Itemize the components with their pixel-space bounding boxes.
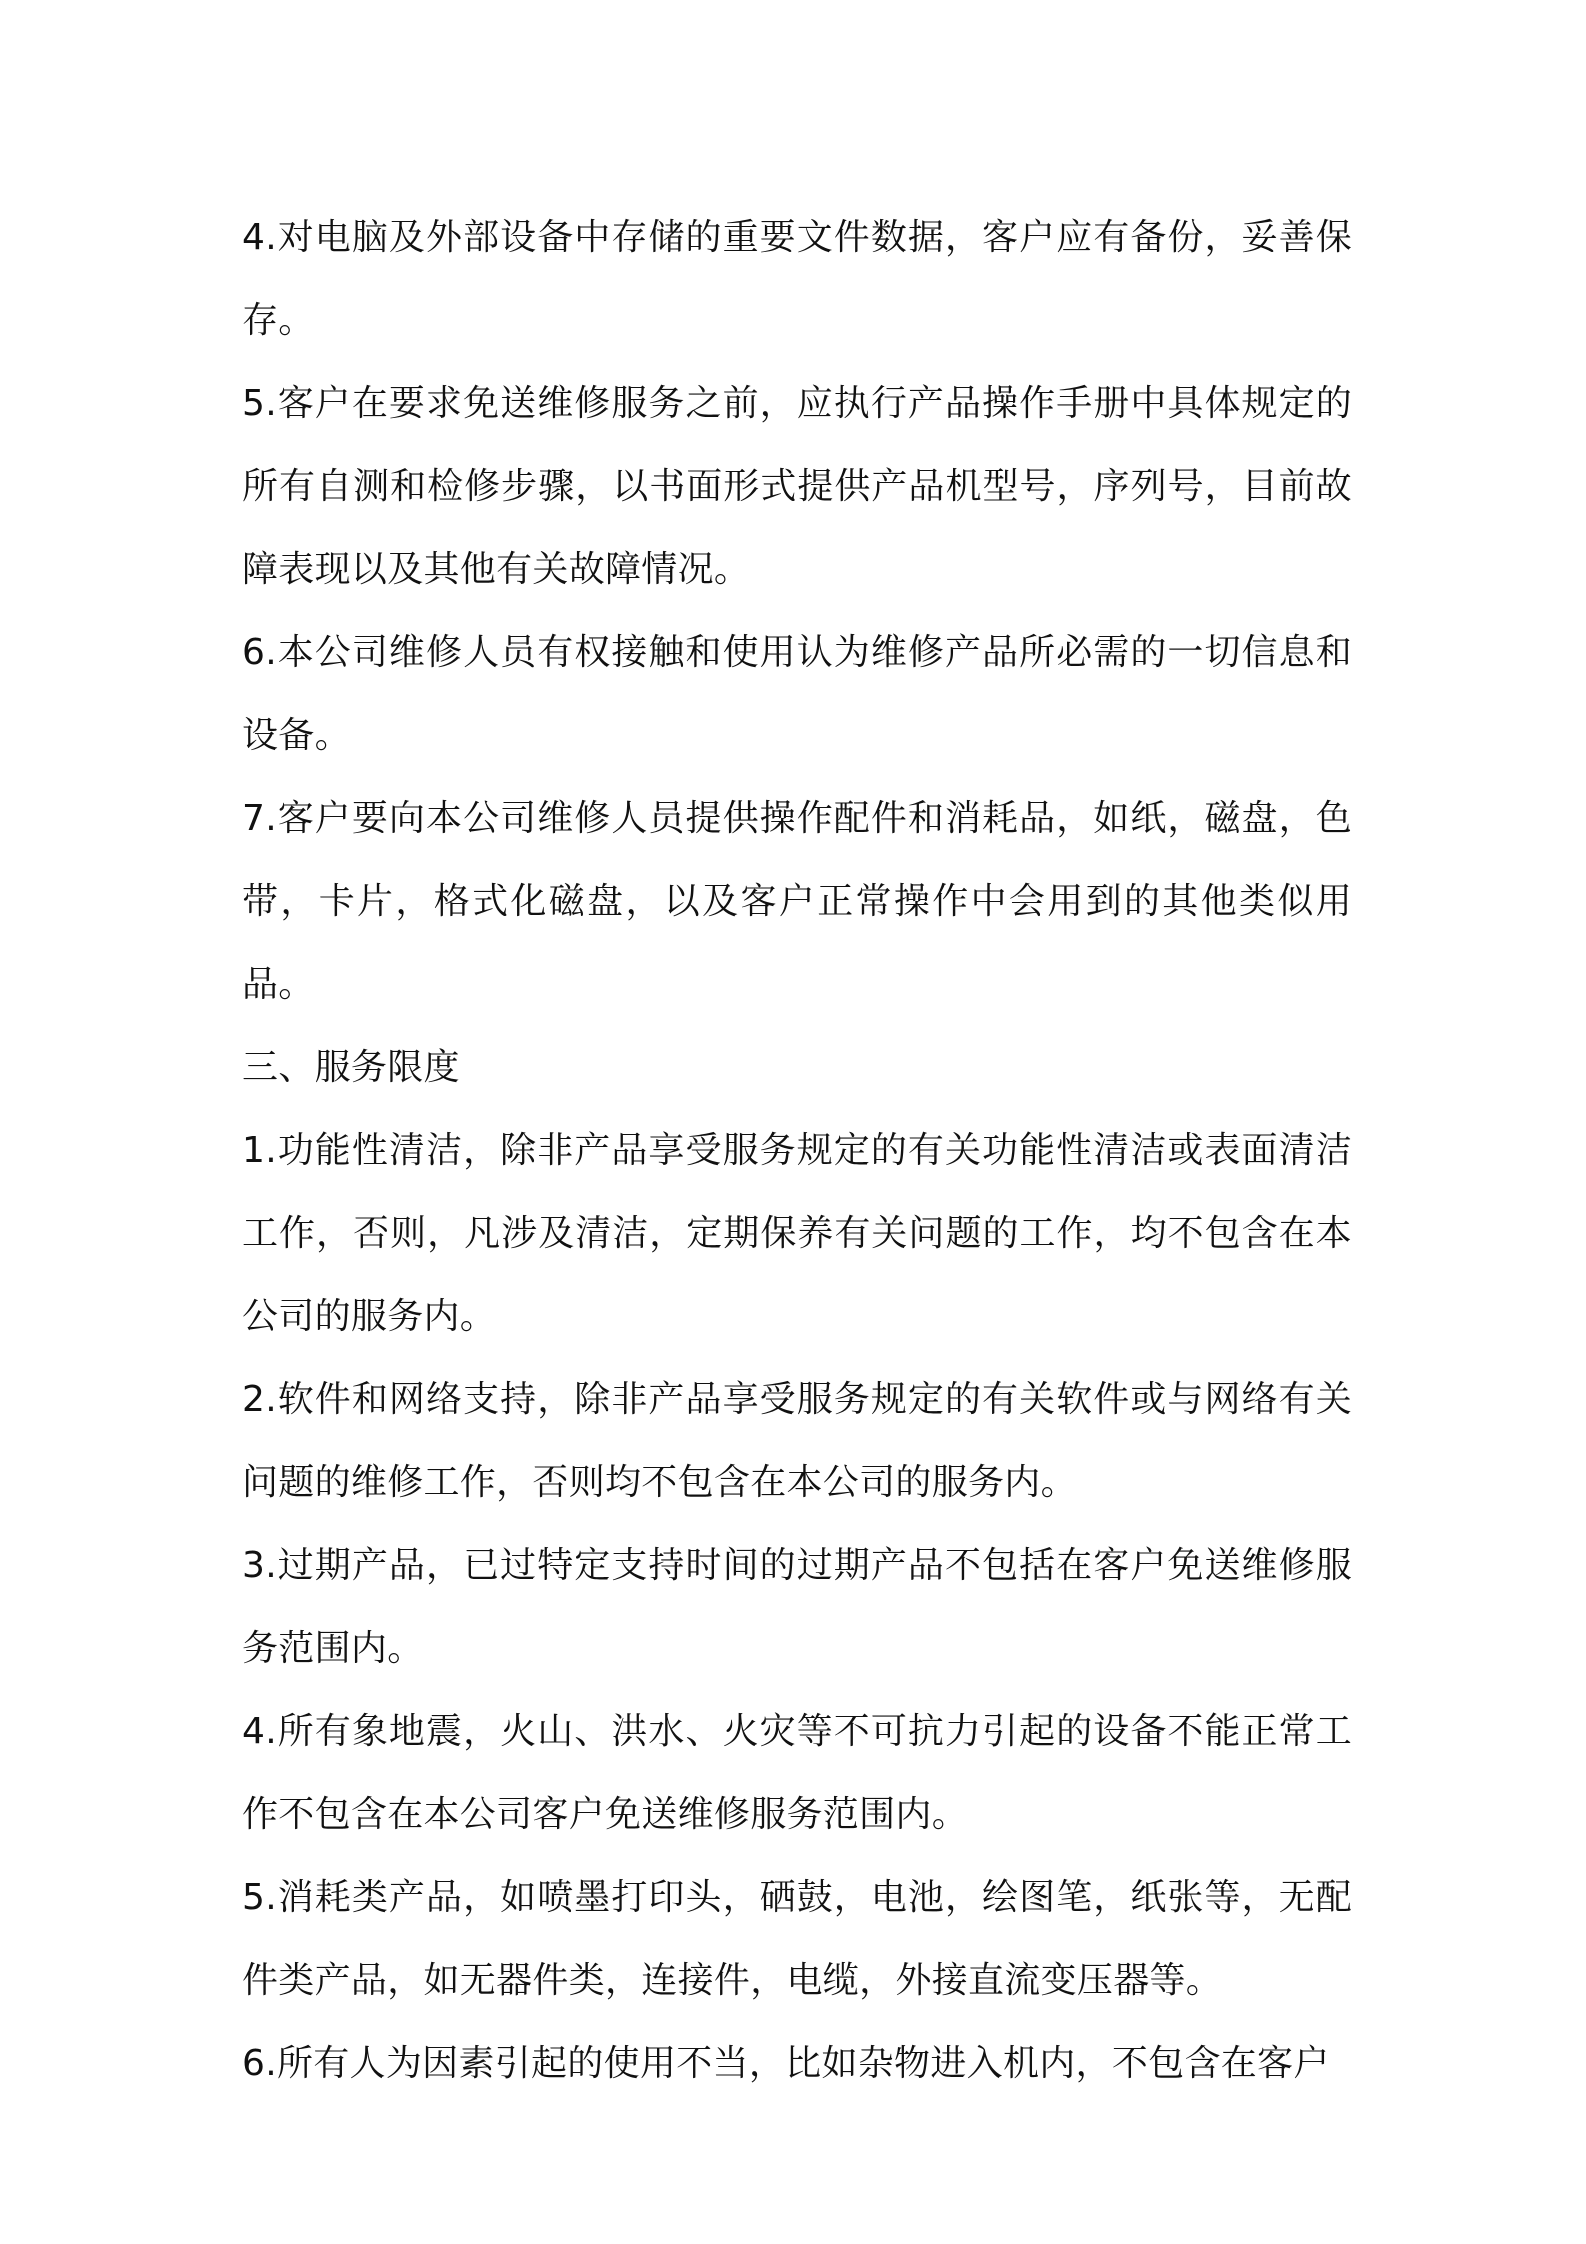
paragraph-functional-cleaning: 1.功能性清洁，除非产品享受服务规定的有关功能性清洁或表面清洁工作，否则，凡涉及清洁，定期保养有关问题的工作，均不包含在本公司的服务内。 — [242, 1130, 1352, 1337]
paragraph-customer-backup: 4.对电脑及外部设备中存储的重要文件数据，客户应有备份，妥善保存。 — [242, 217, 1352, 341]
section-heading-service-limits: 三、服务限度 — [242, 1047, 460, 1088]
paragraph-consumables: 7.客户要向本公司维修人员提供操作配件和消耗品，如纸，磁盘，色带，卡片，格式化磁盘，以及客户正常操作中会用到的其他类似用品。 — [242, 798, 1352, 1005]
paragraph-human-factors: 6.所有人为因素引起的使用不当，比如杂物进入机内，不包含在客户 — [242, 2043, 1330, 2084]
paragraph-expired-products: 3.过期产品，已过特定支持时间的过期产品不包括在客户免送维修服务范围内。 — [242, 1545, 1352, 1669]
paragraph-software-network: 2.软件和网络支持，除非产品享受服务规定的有关软件或与网络有关问题的维修工作，否则均不包含在本公司的服务内。 — [242, 1379, 1352, 1503]
paragraph-self-test-steps: 5.客户在要求免送维修服务之前，应执行产品操作手册中具体规定的所有自测和检修步骤，以书面形式提供产品机型号，序列号，目前故障表现以及其他有关故障情况。 — [242, 383, 1352, 590]
paragraph-force-majeure: 4.所有象地震，火山、洪水、火灾等不可抗力引起的设备不能正常工作不包含在本公司客户免送维修服务范围内。 — [242, 1711, 1352, 1835]
paragraph-staff-access: 6.本公司维修人员有权接触和使用认为维修产品所必需的一切信息和设备。 — [242, 632, 1352, 756]
paragraph-consumable-products: 5.消耗类产品，如喷墨打印头，硒鼓，电池，绘图笔，纸张等，无配件类产品，如无器件类，连接件，电缆，外接直流变压器等。 — [242, 1877, 1352, 2001]
document-body — [242, 196, 1352, 2105]
